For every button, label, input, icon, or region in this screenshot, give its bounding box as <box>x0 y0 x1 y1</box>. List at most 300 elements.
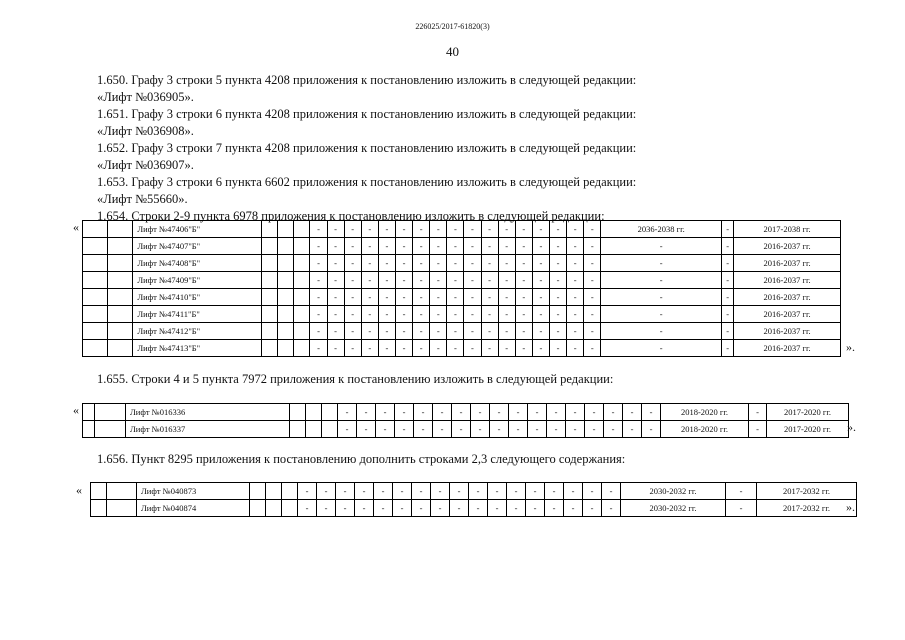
dash-cell: - <box>327 340 344 357</box>
open-quote-mark: « <box>76 483 82 497</box>
dash-cell: - <box>310 255 327 272</box>
range-cell: 2016-2037 гг. <box>734 238 841 255</box>
dash-cell: - <box>532 221 549 238</box>
dash-cell: - <box>464 221 481 238</box>
dash-cell: - <box>481 323 498 340</box>
lift-name-cell: Лифт №47413"Б" <box>133 340 262 357</box>
dash-cell: - <box>584 340 601 357</box>
dash-cell: - <box>507 500 526 517</box>
dash-cell: - <box>469 483 488 500</box>
dash-cell: - <box>564 500 583 517</box>
dash-cell: - <box>447 238 464 255</box>
dash-cell: - <box>395 221 412 238</box>
dash-cell: - <box>564 483 583 500</box>
dash-cell: - <box>749 421 767 438</box>
dash-cell: - <box>395 272 412 289</box>
blank-cell <box>278 238 294 255</box>
open-quote-mark: « <box>73 403 79 417</box>
blank-cell <box>83 340 108 357</box>
blank-cell <box>262 238 278 255</box>
paragraph-1651: 1.651. Графу 3 строки 6 пункта 4208 приложения к постановлению изложить в следующей редакции: <box>97 107 637 121</box>
dash-cell: - <box>414 404 433 421</box>
blank-cell <box>294 340 310 357</box>
dash-cell: - <box>515 306 532 323</box>
dash-cell: - <box>526 500 545 517</box>
dash-cell: - <box>452 421 471 438</box>
dash-cell: - <box>498 272 515 289</box>
blank-cell <box>294 323 310 340</box>
dash-cell: - <box>604 421 623 438</box>
dash-cell: - <box>395 238 412 255</box>
table-row <box>83 306 841 323</box>
dash-cell: - <box>722 306 734 323</box>
dash-cell: - <box>642 421 661 438</box>
period-cell: - <box>601 340 722 357</box>
dash-cell: - <box>490 421 509 438</box>
paragraph-1652-value: «Лифт №036907». <box>97 158 194 172</box>
dash-cell: - <box>623 421 642 438</box>
blank-cell <box>278 340 294 357</box>
dash-cell: - <box>374 483 393 500</box>
dash-cell: - <box>413 323 430 340</box>
dash-cell: - <box>532 272 549 289</box>
blank-cell <box>108 306 133 323</box>
dash-cell: - <box>361 340 378 357</box>
dash-cell: - <box>430 289 447 306</box>
blank-cell <box>266 500 282 517</box>
document-number: 226025/2017-61820(3) <box>415 22 490 31</box>
dash-cell: - <box>327 255 344 272</box>
dash-cell: - <box>344 255 361 272</box>
dash-cell: - <box>327 289 344 306</box>
dash-cell: - <box>567 238 584 255</box>
dash-cell: - <box>549 323 566 340</box>
lift-name-cell: Лифт №016336 <box>126 404 290 421</box>
blank-cell <box>278 221 294 238</box>
dash-cell: - <box>549 238 566 255</box>
blank-cell <box>108 272 133 289</box>
dash-cell: - <box>430 323 447 340</box>
dash-cell: - <box>515 238 532 255</box>
blank-cell <box>107 500 137 517</box>
dash-cell: - <box>344 289 361 306</box>
dash-cell: - <box>361 255 378 272</box>
dash-cell: - <box>749 404 767 421</box>
dash-cell: - <box>498 238 515 255</box>
blank-cell <box>294 289 310 306</box>
dash-cell: - <box>430 221 447 238</box>
dash-cell: - <box>310 340 327 357</box>
dash-cell: - <box>361 289 378 306</box>
table-row <box>91 483 857 500</box>
dash-cell: - <box>549 255 566 272</box>
dash-cell: - <box>344 323 361 340</box>
dash-cell: - <box>566 404 585 421</box>
dash-cell: - <box>498 289 515 306</box>
dash-cell: - <box>430 306 447 323</box>
dash-cell: - <box>298 483 317 500</box>
dash-cell: - <box>532 289 549 306</box>
dash-cell: - <box>430 255 447 272</box>
range-cell: 2016-2037 гг. <box>734 306 841 323</box>
period-cell: 2018-2020 гг. <box>661 404 749 421</box>
period-cell: - <box>601 238 722 255</box>
lift-name-cell: Лифт №47412"Б" <box>133 323 262 340</box>
dash-cell: - <box>498 323 515 340</box>
dash-cell: - <box>490 404 509 421</box>
dash-cell: - <box>344 272 361 289</box>
dash-cell: - <box>623 404 642 421</box>
table-row <box>83 289 841 306</box>
blank-cell <box>278 255 294 272</box>
dash-cell: - <box>509 404 528 421</box>
dash-cell: - <box>481 289 498 306</box>
dash-cell: - <box>447 306 464 323</box>
dash-cell: - <box>357 404 376 421</box>
blank-cell <box>322 421 338 438</box>
dash-cell: - <box>584 221 601 238</box>
dash-cell: - <box>310 238 327 255</box>
dash-cell: - <box>532 306 549 323</box>
paragraph-1653: 1.653. Графу 3 строки 6 пункта 6602 приложения к постановлению изложить в следующей редакции: <box>97 175 637 189</box>
dash-cell: - <box>464 255 481 272</box>
dash-cell: - <box>376 404 395 421</box>
period-cell: - <box>601 289 722 306</box>
lift-name-cell: Лифт №47411"Б" <box>133 306 262 323</box>
dash-cell: - <box>433 404 452 421</box>
blank-cell <box>282 483 298 500</box>
blank-cell <box>83 323 108 340</box>
dash-cell: - <box>447 289 464 306</box>
open-quote-mark: « <box>73 220 79 234</box>
dash-cell: - <box>374 500 393 517</box>
dash-cell: - <box>327 221 344 238</box>
dash-cell: - <box>722 323 734 340</box>
dash-cell: - <box>464 272 481 289</box>
blank-cell <box>91 483 107 500</box>
dash-cell: - <box>464 306 481 323</box>
range-cell: 2017-2032 гг. <box>757 500 857 517</box>
dash-cell: - <box>532 340 549 357</box>
blank-cell <box>250 483 266 500</box>
blank-cell <box>108 238 133 255</box>
dash-cell: - <box>327 306 344 323</box>
dash-cell: - <box>327 238 344 255</box>
dash-cell: - <box>584 255 601 272</box>
dash-cell: - <box>469 500 488 517</box>
blank-cell <box>108 255 133 272</box>
blank-cell <box>278 323 294 340</box>
dash-cell: - <box>567 289 584 306</box>
blank-cell <box>108 221 133 238</box>
lift-name-cell: Лифт №47409"Б" <box>133 272 262 289</box>
dash-cell: - <box>481 306 498 323</box>
dash-cell: - <box>344 340 361 357</box>
blank-cell <box>294 306 310 323</box>
blank-cell <box>107 483 137 500</box>
blank-cell <box>266 483 282 500</box>
table-row <box>83 340 841 357</box>
dash-cell: - <box>413 306 430 323</box>
paragraph-1654: 1.654. Строки 2-9 пункта 6978 приложения к постановлению изложить в следующей редакции: <box>97 209 605 223</box>
lift-name-cell: Лифт №016337 <box>126 421 290 438</box>
dash-cell: - <box>413 221 430 238</box>
dash-cell: - <box>547 404 566 421</box>
dash-cell: - <box>336 483 355 500</box>
paragraph-1655: 1.655. Строки 4 и 5 пункта 7972 приложения к постановлению изложить в следующей редакции: <box>97 372 614 386</box>
dash-cell: - <box>722 340 734 357</box>
dash-cell: - <box>378 289 395 306</box>
dash-cell: - <box>642 404 661 421</box>
page-number: 40 <box>446 44 459 59</box>
dash-cell: - <box>584 289 601 306</box>
dash-cell: - <box>602 500 621 517</box>
dash-cell: - <box>545 500 564 517</box>
dash-cell: - <box>498 255 515 272</box>
dash-cell: - <box>344 238 361 255</box>
table-row <box>83 421 849 438</box>
dash-cell: - <box>549 272 566 289</box>
dash-cell: - <box>412 483 431 500</box>
dash-cell: - <box>567 306 584 323</box>
dash-cell: - <box>452 404 471 421</box>
dash-cell: - <box>471 421 490 438</box>
period-cell: - <box>601 323 722 340</box>
range-cell: 2017-2038 гг. <box>734 221 841 238</box>
dash-cell: - <box>344 221 361 238</box>
dash-cell: - <box>395 404 414 421</box>
range-cell: 2016-2037 гг. <box>734 272 841 289</box>
blank-cell <box>83 221 108 238</box>
dash-cell: - <box>567 255 584 272</box>
dash-cell: - <box>464 340 481 357</box>
dash-cell: - <box>481 272 498 289</box>
dash-cell: - <box>549 289 566 306</box>
table-row <box>91 500 857 517</box>
dash-cell: - <box>567 272 584 289</box>
blank-cell <box>262 340 278 357</box>
dash-cell: - <box>413 340 430 357</box>
dash-cell: - <box>481 238 498 255</box>
dash-cell: - <box>430 238 447 255</box>
dash-cell: - <box>395 255 412 272</box>
paragraph-1650: 1.650. Графу 3 строки 5 пункта 4208 приложения к постановлению изложить в следующей редакции: <box>97 73 637 87</box>
dash-cell: - <box>498 306 515 323</box>
period-cell: 2030-2032 гг. <box>621 500 726 517</box>
close-quote-mark: ». <box>847 420 856 434</box>
lift-table-8295 <box>90 482 857 517</box>
dash-cell: - <box>726 483 757 500</box>
dash-cell: - <box>481 255 498 272</box>
dash-cell: - <box>412 500 431 517</box>
dash-cell: - <box>393 500 412 517</box>
dash-cell: - <box>317 500 336 517</box>
lift-name-cell: Лифт №040873 <box>137 483 250 500</box>
dash-cell: - <box>361 272 378 289</box>
dash-cell: - <box>378 238 395 255</box>
dash-cell: - <box>376 421 395 438</box>
period-cell: - <box>601 306 722 323</box>
dash-cell: - <box>585 421 604 438</box>
dash-cell: - <box>395 340 412 357</box>
dash-cell: - <box>488 483 507 500</box>
blank-cell <box>278 306 294 323</box>
dash-cell: - <box>357 421 376 438</box>
blank-cell <box>290 404 306 421</box>
blank-cell <box>83 306 108 323</box>
dash-cell: - <box>515 340 532 357</box>
dash-cell: - <box>722 221 734 238</box>
blank-cell <box>91 500 107 517</box>
dash-cell: - <box>338 421 357 438</box>
dash-cell: - <box>528 421 547 438</box>
dash-cell: - <box>722 255 734 272</box>
dash-cell: - <box>515 289 532 306</box>
lift-name-cell: Лифт №040874 <box>137 500 250 517</box>
table-row <box>83 221 841 238</box>
blank-cell <box>83 404 95 421</box>
dash-cell: - <box>395 323 412 340</box>
blank-cell <box>322 404 338 421</box>
dash-cell: - <box>498 340 515 357</box>
lift-name-cell: Лифт №47406"Б" <box>133 221 262 238</box>
dash-cell: - <box>447 272 464 289</box>
dash-cell: - <box>338 404 357 421</box>
dash-cell: - <box>361 238 378 255</box>
close-quote-mark: ». <box>846 500 855 514</box>
range-cell: 2016-2037 гг. <box>734 289 841 306</box>
close-quote-mark: ». <box>846 340 855 354</box>
dash-cell: - <box>567 221 584 238</box>
blank-cell <box>83 238 108 255</box>
blank-cell <box>294 221 310 238</box>
blank-cell <box>83 272 108 289</box>
dash-cell: - <box>378 306 395 323</box>
dash-cell: - <box>547 421 566 438</box>
lift-name-cell: Лифт №47407"Б" <box>133 238 262 255</box>
dash-cell: - <box>430 272 447 289</box>
period-cell: - <box>601 272 722 289</box>
dash-cell: - <box>431 500 450 517</box>
blank-cell <box>250 500 266 517</box>
dash-cell: - <box>378 340 395 357</box>
period-cell: 2036-2038 гг. <box>601 221 722 238</box>
dash-cell: - <box>317 483 336 500</box>
dash-cell: - <box>355 500 374 517</box>
blank-cell <box>262 272 278 289</box>
dash-cell: - <box>584 323 601 340</box>
blank-cell <box>306 421 322 438</box>
dash-cell: - <box>431 483 450 500</box>
dash-cell: - <box>413 255 430 272</box>
paragraph-1656: 1.656. Пункт 8295 приложения к постановлению дополнить строками 2,3 следующего содержания: <box>97 452 626 466</box>
blank-cell <box>262 306 278 323</box>
dash-cell: - <box>450 500 469 517</box>
lift-name-cell: Лифт №47408"Б" <box>133 255 262 272</box>
dash-cell: - <box>567 323 584 340</box>
dash-cell: - <box>447 340 464 357</box>
dash-cell: - <box>327 323 344 340</box>
dash-cell: - <box>464 323 481 340</box>
lift-table-6978 <box>82 220 841 357</box>
blank-cell <box>294 238 310 255</box>
range-cell: 2017-2032 гг. <box>757 483 857 500</box>
blank-cell <box>290 421 306 438</box>
dash-cell: - <box>584 306 601 323</box>
blank-cell <box>262 221 278 238</box>
dash-cell: - <box>310 289 327 306</box>
blank-cell <box>282 500 298 517</box>
blank-cell <box>294 272 310 289</box>
range-cell: 2017-2020 гг. <box>767 421 849 438</box>
blank-cell <box>262 255 278 272</box>
blank-cell <box>262 323 278 340</box>
dash-cell: - <box>602 483 621 500</box>
dash-cell: - <box>327 272 344 289</box>
dash-cell: - <box>447 323 464 340</box>
dash-cell: - <box>413 238 430 255</box>
dash-cell: - <box>395 421 414 438</box>
dash-cell: - <box>310 272 327 289</box>
dash-cell: - <box>604 404 623 421</box>
dash-cell: - <box>585 404 604 421</box>
dash-cell: - <box>549 340 566 357</box>
dash-cell: - <box>361 323 378 340</box>
dash-cell: - <box>498 221 515 238</box>
blank-cell <box>95 404 126 421</box>
table-row <box>83 323 841 340</box>
blank-cell <box>306 404 322 421</box>
dash-cell: - <box>464 238 481 255</box>
dash-cell: - <box>515 323 532 340</box>
dash-cell: - <box>488 500 507 517</box>
dash-cell: - <box>532 323 549 340</box>
dash-cell: - <box>336 500 355 517</box>
blank-cell <box>108 323 133 340</box>
dash-cell: - <box>298 500 317 517</box>
range-cell: 2016-2037 гг. <box>734 255 841 272</box>
dash-cell: - <box>515 272 532 289</box>
dash-cell: - <box>583 483 602 500</box>
dash-cell: - <box>545 483 564 500</box>
dash-cell: - <box>344 306 361 323</box>
dash-cell: - <box>481 340 498 357</box>
blank-cell <box>83 421 95 438</box>
dash-cell: - <box>549 306 566 323</box>
table-row <box>83 272 841 289</box>
paragraph-1651-value: «Лифт №036908». <box>97 124 194 138</box>
period-cell: 2018-2020 гг. <box>661 421 749 438</box>
blank-cell <box>83 255 108 272</box>
paragraph-1652: 1.652. Графу 3 строки 7 пункта 4208 приложения к постановлению изложить в следующей редакции: <box>97 141 637 155</box>
dash-cell: - <box>584 272 601 289</box>
dash-cell: - <box>584 238 601 255</box>
blank-cell <box>262 289 278 306</box>
blank-cell <box>83 289 108 306</box>
dash-cell: - <box>722 238 734 255</box>
dash-cell: - <box>722 272 734 289</box>
dash-cell: - <box>515 255 532 272</box>
dash-cell: - <box>378 272 395 289</box>
lift-table-7972 <box>82 403 849 438</box>
dash-cell: - <box>413 289 430 306</box>
dash-cell: - <box>549 221 566 238</box>
dash-cell: - <box>583 500 602 517</box>
dash-cell: - <box>567 340 584 357</box>
dash-cell: - <box>430 340 447 357</box>
dash-cell: - <box>395 289 412 306</box>
period-cell: 2030-2032 гг. <box>621 483 726 500</box>
